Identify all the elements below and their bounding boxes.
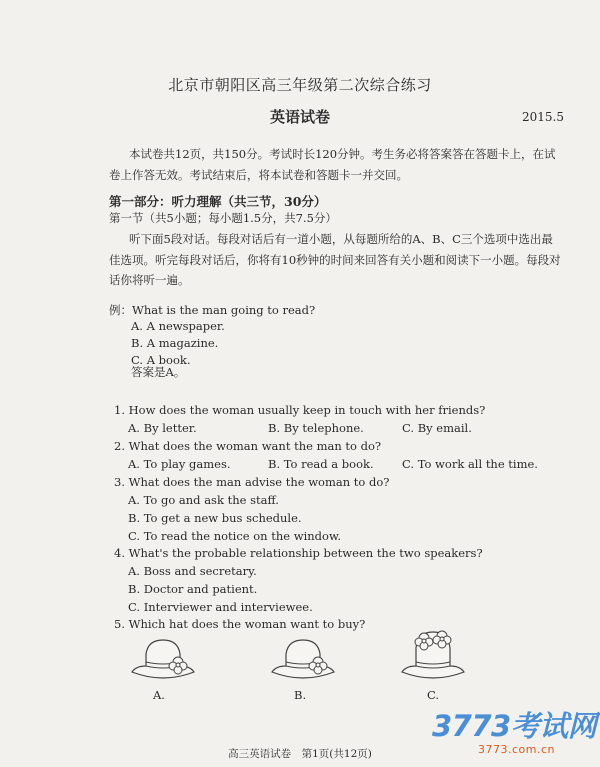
directions-line-2: 佳选项。听完每段对话后，你将有10秒钟的时间来回答有关小题和阅读下一小题。每段对 xyxy=(109,253,561,267)
q4-option-c: C. Interviewer and interviewee. xyxy=(128,600,313,614)
hat-a-image xyxy=(128,636,198,684)
directions-line-1: 听下面5段对话。每段对话后有一道小题，从每题所给的A、B、C三个选项中选出最 xyxy=(129,232,553,246)
question-4: 4. What's the probable relationship between the two speakers? xyxy=(114,546,483,560)
exam-subject: 英语试卷 xyxy=(269,108,330,126)
hat-c-label: C. xyxy=(427,688,440,702)
directions-line-3: 话你将听一遍。 xyxy=(109,273,190,287)
q2-option-a: A. To play games. xyxy=(128,457,231,471)
q3-option-c: C. To read the notice on the window. xyxy=(128,529,342,543)
page-footer: 高三英语试卷 第1页(共12页) xyxy=(228,748,372,760)
example-option-c: C. A book. xyxy=(131,353,191,367)
hat-b-label: B. xyxy=(294,688,307,702)
example-option-a: A. A newspaper. xyxy=(131,319,225,333)
exam-date: 2015.5 xyxy=(522,110,564,124)
watermark-url: 3773.com.cn xyxy=(478,743,555,756)
example-option-b: B. A magazine. xyxy=(131,336,219,350)
q3-option-b: B. To get a new bus schedule. xyxy=(128,511,302,525)
hat-b-image xyxy=(268,636,338,684)
watermark-logo: 3773考试网 xyxy=(432,709,597,743)
section1-title: 第一节（共5小题；每小题1.5分，共7.5分） xyxy=(109,211,337,225)
question-1: 1. How does the woman usually keep in touch with her friends? xyxy=(114,403,486,417)
q4-option-a: A. Boss and secretary. xyxy=(128,564,257,578)
q1-option-a: A. By letter. xyxy=(128,421,197,435)
question-3: 3. What does the man advise the woman to do? xyxy=(114,475,390,489)
example-answer: 答案是A。 xyxy=(131,365,186,379)
instructions-line-2: 卷上作答无效。考试结束后，将本试卷和答题卡一并交回。 xyxy=(109,168,408,182)
q4-option-b: B. Doctor and patient. xyxy=(128,582,258,596)
exam-title: 北京市朝阳区高三年级第二次综合练习 xyxy=(168,76,432,94)
part1-title: 第一部分：听力理解（共三节，30分） xyxy=(109,194,327,209)
q2-option-b: B. To read a book. xyxy=(268,457,374,471)
q1-option-c: C. By email. xyxy=(402,421,472,435)
hat-a-label: A. xyxy=(153,688,165,702)
instructions-line-1: 本试卷共12页，共150分。考试时长120分钟。考生务必将答案答在答题卡上，在试 xyxy=(129,147,556,161)
question-5: 5. Which hat does the woman want to buy? xyxy=(114,617,366,631)
q1-option-b: B. By telephone. xyxy=(268,421,364,435)
question-2: 2. What does the woman want the man to do? xyxy=(114,439,382,453)
hat-c-image xyxy=(398,624,468,684)
q2-option-c: C. To work all the time. xyxy=(402,457,538,471)
q3-option-a: A. To go and ask the staff. xyxy=(128,493,279,507)
example-question: 例：What is the man going to read? xyxy=(109,303,316,317)
